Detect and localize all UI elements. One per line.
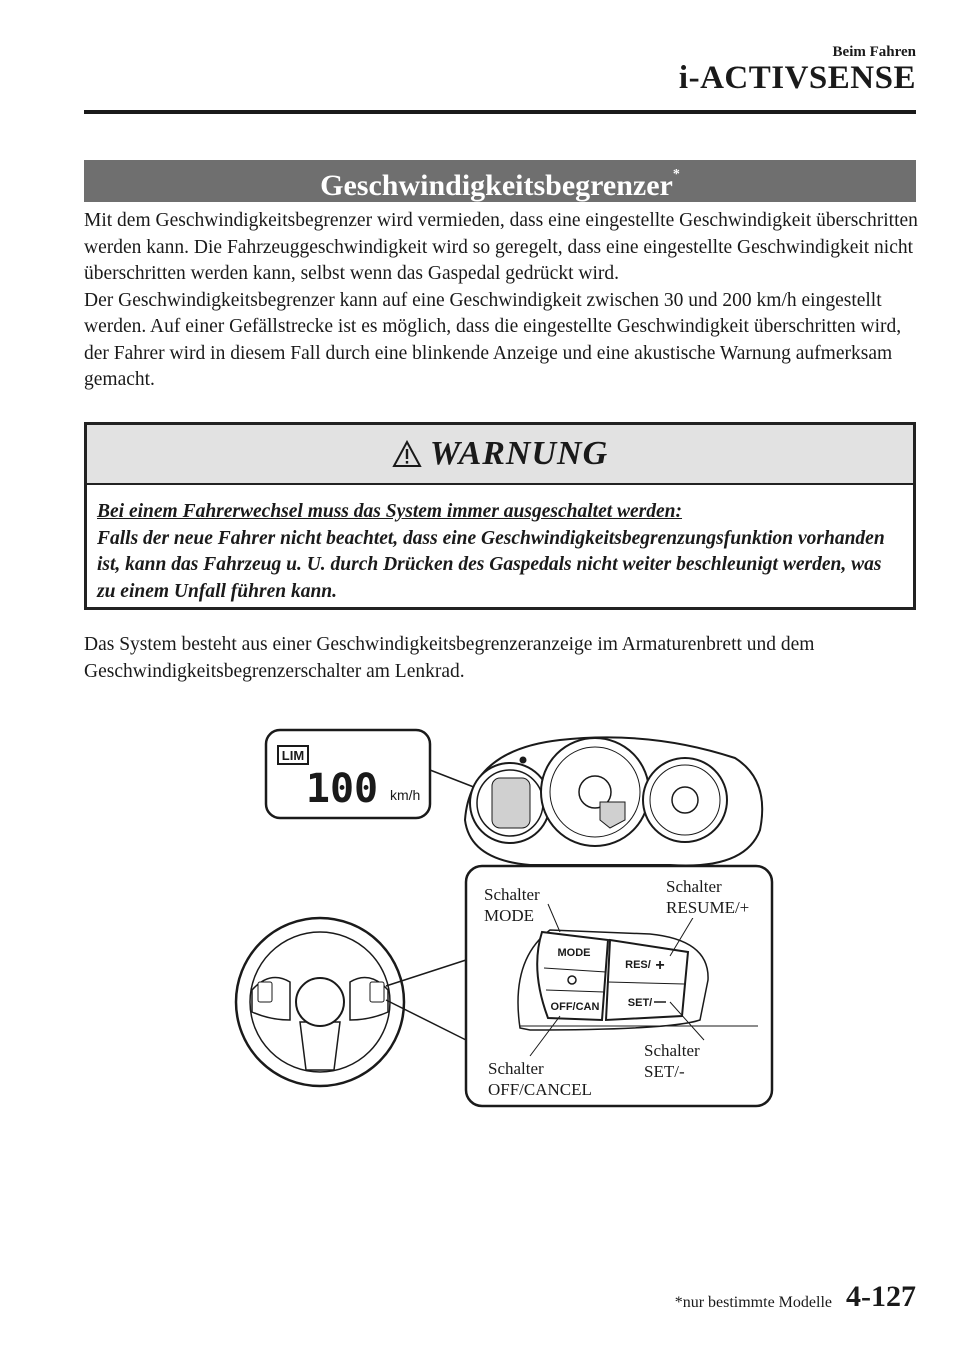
button-set-label: SET/ [627, 997, 653, 1009]
button-mode-label: MODE [557, 947, 591, 959]
button-res-label: RES/ [625, 959, 651, 971]
display-unit: km/h [390, 787, 421, 803]
header-rule [84, 110, 916, 114]
warning-triangle-icon [392, 440, 422, 468]
warning-header [87, 425, 913, 485]
warning-body [87, 485, 913, 605]
section-title: Geschwindigkeitsbegrenzer [320, 169, 673, 202]
system-paragraph: Das System besteht aus einer Geschwindigkeitsbegrenzeranzeige im Armaturenbrett und dem Geschwindigkeitsbegrenzerschalter am Lenkrad. [84, 634, 815, 682]
section-marker: * [672, 167, 680, 182]
button-off-label: OFF/CAN [550, 1001, 600, 1013]
callout-resume: Schalter RESUME/+ [666, 877, 750, 917]
svg-text:+: + [655, 957, 665, 974]
warning-box [84, 422, 916, 610]
warning-heading: Bei einem Fahrerwechsel muss das System immer ausgeschaltet werden: [97, 501, 683, 522]
intro-paragraph: Mit dem Geschwindigkeitsbegrenzer wird vermieden, dass eine eingestellte Geschwindigkeit überschritten werden kann. Die Fahrzeuggeschwindigkeit wird so geregelt, dass eine eingestellte Geschwindigkeit nicht überschritten werden kann, selbst wenn das Gaspedal gedrückt wird. Der Geschwindigkeitsbegrenzer kann auf eine Geschwindigkeit zwischen 30 und 200 km/h eingestellt werden. Auf einer Gefällstrecke ist es möglich, dass die eingestellte Geschwindigkeit überschritten wird, der Fahrer wird in diesem Fall durch eine blinkende Anzeige und eine akustische Warnung aufmerksam gemacht. [84, 210, 918, 390]
display-badge: LIM [281, 748, 305, 763]
section-title-bar [84, 160, 916, 202]
callout-cancel: Schalter OFF/CANCEL [488, 1059, 592, 1099]
footer-note: *nur bestimmte Modelle [674, 1294, 832, 1311]
callout-mode: Schalter MODE [484, 885, 540, 925]
callout-set: Schalter SET/- [644, 1041, 700, 1081]
warning-text: Falls der neue Fahrer nicht beachtet, dass eine Geschwindigkeitsbegrenzungsfunktion vorhanden ist, kann das Fahrzeug u. U. durch Drücken des Gaspedals nicht weiter beschleunigt werden, was zu einem Unfall führen kann. [97, 527, 885, 602]
warning-title: WARNUNG [429, 435, 609, 472]
page-number: 4-127 [846, 1280, 916, 1313]
display-speed: 100 [305, 766, 379, 812]
header-subtitle: Beim Fahren [832, 44, 916, 60]
header-title: i-ACTIVSENSE [678, 60, 916, 96]
